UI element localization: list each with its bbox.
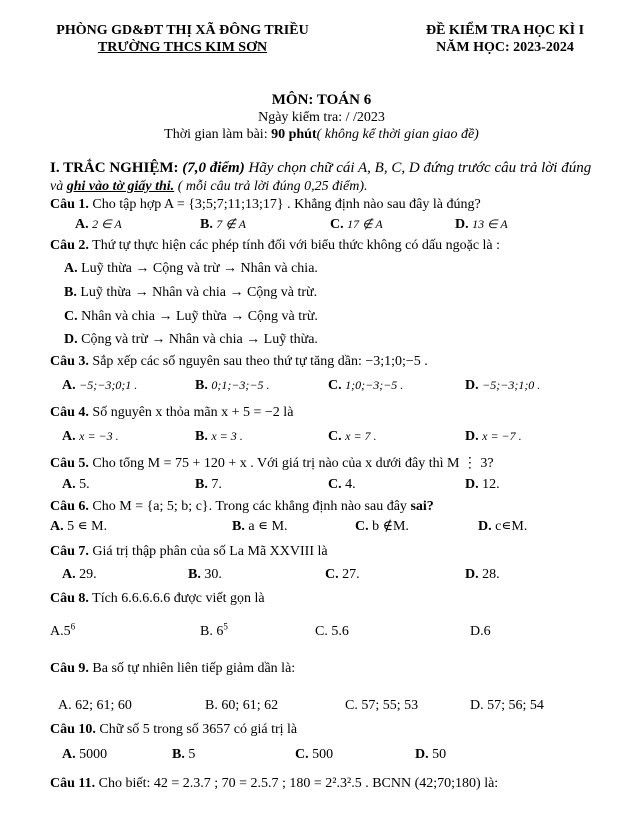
text-span: D. [465,429,479,444]
q7-option-c[interactable] [325,566,360,583]
text-span: B. [205,698,218,713]
q10-option-b[interactable] [172,746,195,763]
text-span: B. [172,747,185,762]
text-span: D. [465,378,479,393]
q8-option-d[interactable] [470,623,491,640]
text-span: 6 [216,624,224,639]
school-year: NĂM HỌC: 2023-2024 [436,40,574,55]
text-span: b ∉M. [372,519,409,534]
question-3 [50,353,610,370]
text-span: 5. [79,477,90,492]
text-span: D. [465,477,479,492]
q2-option-c[interactable] [64,308,318,325]
text-span: 28. [482,567,500,582]
q8-option-a[interactable] [50,623,75,640]
question-9 [50,660,610,677]
text-span: B. [195,378,208,393]
q2-option-b[interactable] [64,284,317,301]
text-span: Câu 6. [50,499,89,514]
q1-option-b[interactable] [200,216,246,233]
text-span: Ba số tự nhiên liên tiếp giảm dần là: [88,661,296,676]
text-span: C. [295,747,309,762]
text-span: B. [200,624,213,639]
text-span: C. [64,309,78,324]
text-span: B. [232,519,245,534]
text-span: Nhân và chia → Luỹ thừa → Cộng và trừ. [81,309,318,324]
text-span: C. [345,698,358,713]
text-span: Câu 2. [50,238,89,253]
text-span: Thứ tự thực hiện các phép tính đối với biểu thức không có dấu ngoặc là : [88,238,501,253]
q6-option-b[interactable] [232,518,288,535]
text-span: 6 [483,624,491,639]
q4-option-b[interactable] [195,428,243,445]
text-span: x = 7 . [345,429,377,443]
text-span: −5;−3;0;1 . [79,378,138,392]
text-span: 57; 55; 53 [361,698,419,713]
q7-option-a[interactable] [62,566,97,583]
text-span: D. [470,624,484,639]
text-span: C. [355,519,369,534]
text-span: 5 [188,747,196,762]
question-8 [50,590,610,607]
text-span: 17 ∉ A [347,217,383,231]
text-span: 500 [312,747,334,762]
q10-option-a[interactable] [62,746,107,763]
text-span: (7,0 điểm) [182,160,245,176]
text-span: C. [328,477,342,492]
q8-option-c[interactable] [315,623,349,640]
q4-option-c[interactable] [328,428,377,445]
text-span: Số nguyên x thỏa mãn x + 5 = −2 là [88,405,294,420]
text-span: Câu 4. [50,405,89,420]
text-span: 5 ∊ M. [67,519,108,534]
text-span: 7 ∉ A [216,217,246,231]
text-span: c∊M. [495,519,528,534]
question-5 [50,455,610,472]
text-span: x = 3 . [211,429,243,443]
text-span: 27. [342,567,360,582]
text-span: Hãy chọn chữ cái A, B, C, D đứng trước câu trả lời đúng [244,160,592,176]
text-span: 6 [70,621,76,632]
q3-option-c[interactable] [328,377,403,394]
text-span: 62; 61; 60 [75,698,132,713]
text-span: A. [62,747,76,762]
text-span: 5 [63,624,71,639]
text-span: B. [195,477,208,492]
text-span: C. [325,567,339,582]
text-span: C. [328,378,342,393]
text-span: Cho tổng M = 75 + 120 + x . Với giá trị nào của x dưới đây thì M ⋮ 3? [88,456,494,471]
q3-option-a[interactable] [62,377,137,394]
text-span: Sắp xếp các số nguyên sau theo thứ tự tăng dần: −3;1;0;−5 . [88,354,428,369]
exam-name: ĐỀ KIỂM TRA HỌC KÌ I [425,23,585,38]
text-span: 5.6 [331,624,349,639]
text-span: A. [64,261,78,276]
text-span: A. [58,698,72,713]
q4-option-a[interactable] [62,428,119,445]
text-span: D. [465,567,479,582]
q9-option-b[interactable] [205,697,278,714]
school-name: TRƯỜNG THCS KIM SƠN [97,40,268,55]
q5-option-b[interactable] [195,476,222,493]
question-2 [50,237,610,254]
text-span: A. [62,567,76,582]
text-span: A. [50,624,64,639]
question-4 [50,404,610,421]
q2-option-a[interactable] [64,260,318,277]
section-instruction [50,178,610,195]
text-span: B. [200,217,213,232]
text-span: C. [330,217,344,232]
text-span: Cho M = {a; 5; b; c}. Trong các khẳng định nào sau đây [88,499,411,514]
q6-option-a[interactable] [50,518,107,535]
text-span: Chữ số 5 trong số 3657 có giá trị là [95,722,298,737]
text-span: B. [64,285,77,300]
text-span: Câu 3. [50,354,89,369]
q9-option-c[interactable] [345,697,418,714]
text-span: D. [470,698,484,713]
text-span: A. [62,378,76,393]
text-span: B. [188,567,201,582]
text-span: x = −7 . [482,429,522,443]
text-span: Giá trị thập phân của số La Mã XXVIII là [88,544,328,559]
text-span: −5;−3;1;0 . [482,378,541,392]
text-span: ( không kể thời gian giao đề) [316,127,479,142]
q4-option-d[interactable] [465,428,522,445]
q9-option-d[interactable] [470,697,544,714]
text-span: I. TRẮC NGHIỆM: [50,160,179,176]
text-span: Luỹ thừa → Nhân và chia → Cộng và trừ. [80,285,318,300]
text-span: x = −3 . [79,429,119,443]
question-7 [50,543,610,560]
question-1 [50,196,610,213]
text-span: ghi vào tờ giấy thi. [66,179,175,194]
school-header [40,22,325,56]
text-span: A. [50,519,64,534]
text-span: Câu 7. [50,544,89,559]
subject-title: MÔN: TOÁN 6 [271,92,372,108]
text-span: 60; 61; 62 [221,698,279,713]
text-span: Cho biết: 42 = 2.3.7 ; 70 = 2.5.7 ; 180 = 2².3².5 . BCNN (42;70;180) là: [95,776,499,791]
exam-duration [0,127,643,143]
exam-date: Ngày kiểm tra: / /2023 [258,110,385,125]
text-span: 7. [211,477,222,492]
q5-option-c[interactable] [328,476,356,493]
text-span: C. [315,624,328,639]
q1-option-d[interactable] [455,216,508,233]
q10-option-d[interactable] [415,746,446,763]
q6-option-d[interactable] [478,518,527,535]
text-span: 1;0;−3;−5 . [345,378,404,392]
q10-option-c[interactable] [295,746,333,763]
department-name: PHÒNG GD&ĐT THỊ XÃ ĐÔNG TRIỀU [56,23,309,38]
text-span: Cộng và trừ → Nhân và chia → Luỹ thừa. [81,332,318,347]
exam-header [400,22,610,56]
q8-option-b[interactable] [200,623,228,640]
q9-option-a[interactable] [58,697,132,714]
text-span: 29. [79,567,97,582]
q2-option-d[interactable] [64,331,318,348]
text-span: Câu 1. [50,197,89,212]
q1-option-c[interactable] [330,216,383,233]
text-span: 12. [482,477,500,492]
text-span: D. [415,747,429,762]
text-span: Luỹ thừa → Cộng và trừ → Nhân và chia. [81,261,318,276]
q7-option-b[interactable] [188,566,222,583]
q3-option-b[interactable] [195,377,270,394]
text-span: Câu 8. [50,591,89,606]
text-span: 57; 56; 54 [487,698,544,713]
q6-option-c[interactable] [355,518,409,535]
q7-option-d[interactable] [465,566,500,583]
q3-option-d[interactable] [465,377,540,394]
text-span: B. [195,429,208,444]
text-span: Cho tập hợp A = {3;5;7;11;13;17} . Khẳng định nào sau đây là đúng? [88,197,481,212]
text-span: và [50,179,67,194]
text-span: Câu 9. [50,661,89,676]
text-span: 0;1;−3;−5 . [211,378,270,392]
text-span: sai? [410,499,434,514]
q1-option-a[interactable] [75,216,122,233]
question-11 [50,775,610,792]
text-span: ( mỗi câu trả lời đúng 0,25 điểm). [174,179,368,194]
text-span: 5000 [79,747,108,762]
text-span: D. [64,332,78,347]
question-10 [50,721,610,738]
q5-option-a[interactable] [62,476,90,493]
text-span: A. [75,217,89,232]
text-span: A. [62,429,76,444]
text-span: 5 [223,621,228,632]
text-span: 13 ∈ A [472,217,508,231]
text-span: Câu 11. [50,776,96,791]
text-span: 30. [204,567,222,582]
text-span: 2 ∈ A [92,217,122,231]
text-span: Câu 10. [50,722,96,737]
text-span: D. [455,217,469,232]
text-span: Thời gian làm bài: [164,127,272,142]
text-span: C. [328,429,342,444]
text-span: a ∊ M. [248,519,288,534]
text-span: 90 phút [271,127,317,142]
text-span: Tích 6.6.6.6.6 được viết gọn là [88,591,265,606]
text-span: D. [478,519,492,534]
text-span: Câu 5. [50,456,89,471]
text-span: 50 [432,747,447,762]
q5-option-d[interactable] [465,476,500,493]
question-6 [50,498,610,515]
text-span: A. [62,477,76,492]
text-span: 4. [345,477,356,492]
section-heading [50,160,610,177]
